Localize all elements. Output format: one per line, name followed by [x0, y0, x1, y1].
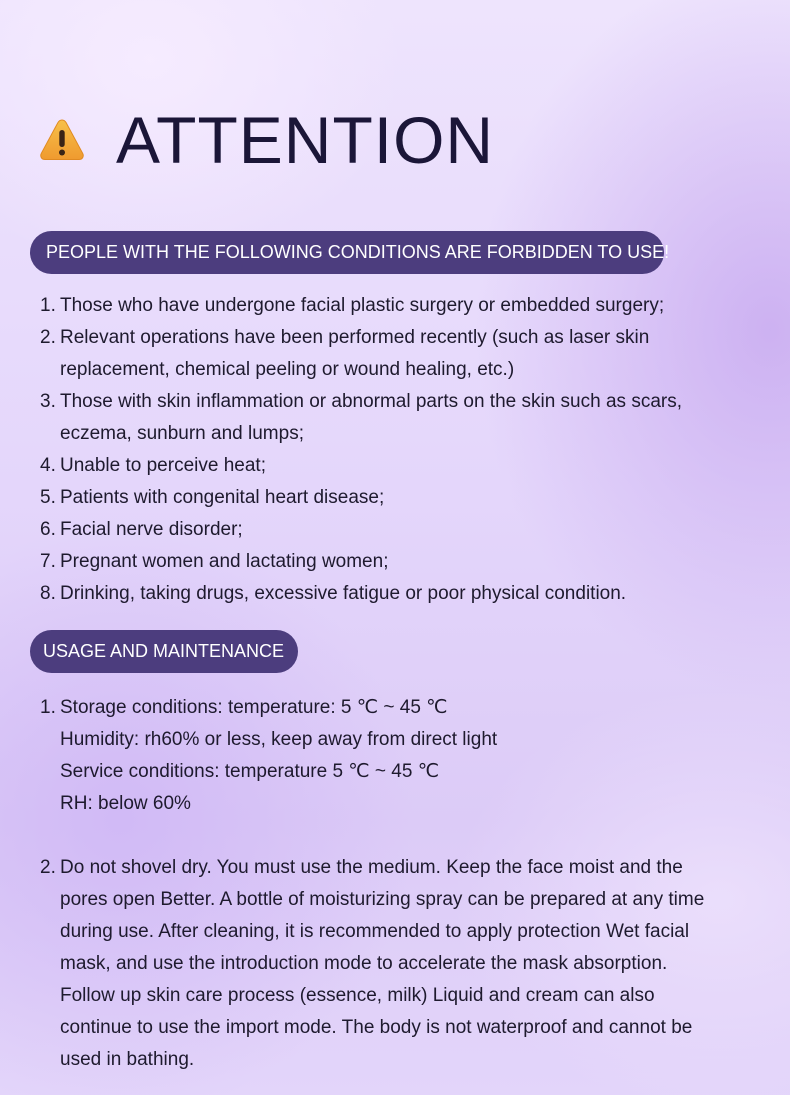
storage-conditions-line: Storage conditions: temperature: 5 ℃ ~ 45 ℃ — [60, 697, 448, 718]
forbidden-section-label: PEOPLE WITH THE FOLLOWING CONDITIONS ARE FORBIDDEN TO USE! — [30, 231, 664, 274]
forbidden-conditions-list — [40, 290, 720, 610]
humidity-line: Humidity: rh60% or less, keep away from direct light — [60, 729, 498, 750]
warning-icon — [38, 116, 86, 164]
item-text: Those who have undergone facial plastic surgery or embedded surgery; — [60, 295, 665, 316]
usage-section-label: USAGE AND MAINTENANCE — [30, 630, 298, 673]
item-text: Pregnant women and lactating women; — [60, 551, 389, 572]
item-text: Unable to perceive heat; — [60, 455, 266, 476]
list-item — [40, 482, 720, 514]
item-text: Do not shovel dry. You must use the medium. Keep the face moist and the pores open Better. A bottle of moisturizing spray can be prepared at any time during use. After cleaning, it is recommended to apply protection Wet facial mask, and use the introduction mode to accelerate the mask absorption. Follow up skin care process (essence, milk) Liquid and cream can also continue to use the import mode. The body is not waterproof and cannot be used in bathing. — [60, 857, 705, 1070]
item-number: 6. — [40, 519, 56, 540]
item-number: 5. — [40, 487, 56, 508]
rh-line: RH: below 60% — [60, 793, 191, 814]
attention-header — [38, 100, 494, 180]
list-item — [40, 852, 720, 1076]
item-text — [60, 692, 720, 820]
item-text: Relevant operations have been performed recently (such as laser skin replacement, chemical peeling or wound healing, etc.) — [60, 327, 650, 380]
usage-maintenance-list — [40, 692, 720, 1076]
list-item — [40, 450, 720, 482]
item-number: 2. — [40, 327, 56, 348]
list-item — [40, 290, 720, 322]
list-item — [40, 514, 720, 546]
item-text: Drinking, taking drugs, excessive fatigue or poor physical condition. — [60, 583, 627, 604]
list-item — [40, 386, 720, 450]
list-item — [40, 322, 720, 386]
list-item — [40, 692, 720, 820]
list-item — [40, 546, 720, 578]
item-number: 2. — [40, 857, 56, 878]
list-item — [40, 578, 720, 610]
page-title: ATTENTION — [116, 103, 495, 177]
item-text: Those with skin inflammation or abnormal parts on the skin such as scars, eczema, sunburn and lumps; — [60, 391, 682, 444]
item-text: Patients with congenital heart disease; — [60, 487, 385, 508]
item-number: 4. — [40, 455, 56, 476]
item-number: 3. — [40, 391, 56, 412]
item-text: Facial nerve disorder; — [60, 519, 243, 540]
item-number: 1. — [40, 295, 56, 316]
item-number: 8. — [40, 583, 56, 604]
item-number: 1. — [40, 697, 56, 718]
item-number: 7. — [40, 551, 56, 572]
service-conditions-line: Service conditions: temperature 5 ℃ ~ 45 ℃ — [60, 761, 440, 782]
